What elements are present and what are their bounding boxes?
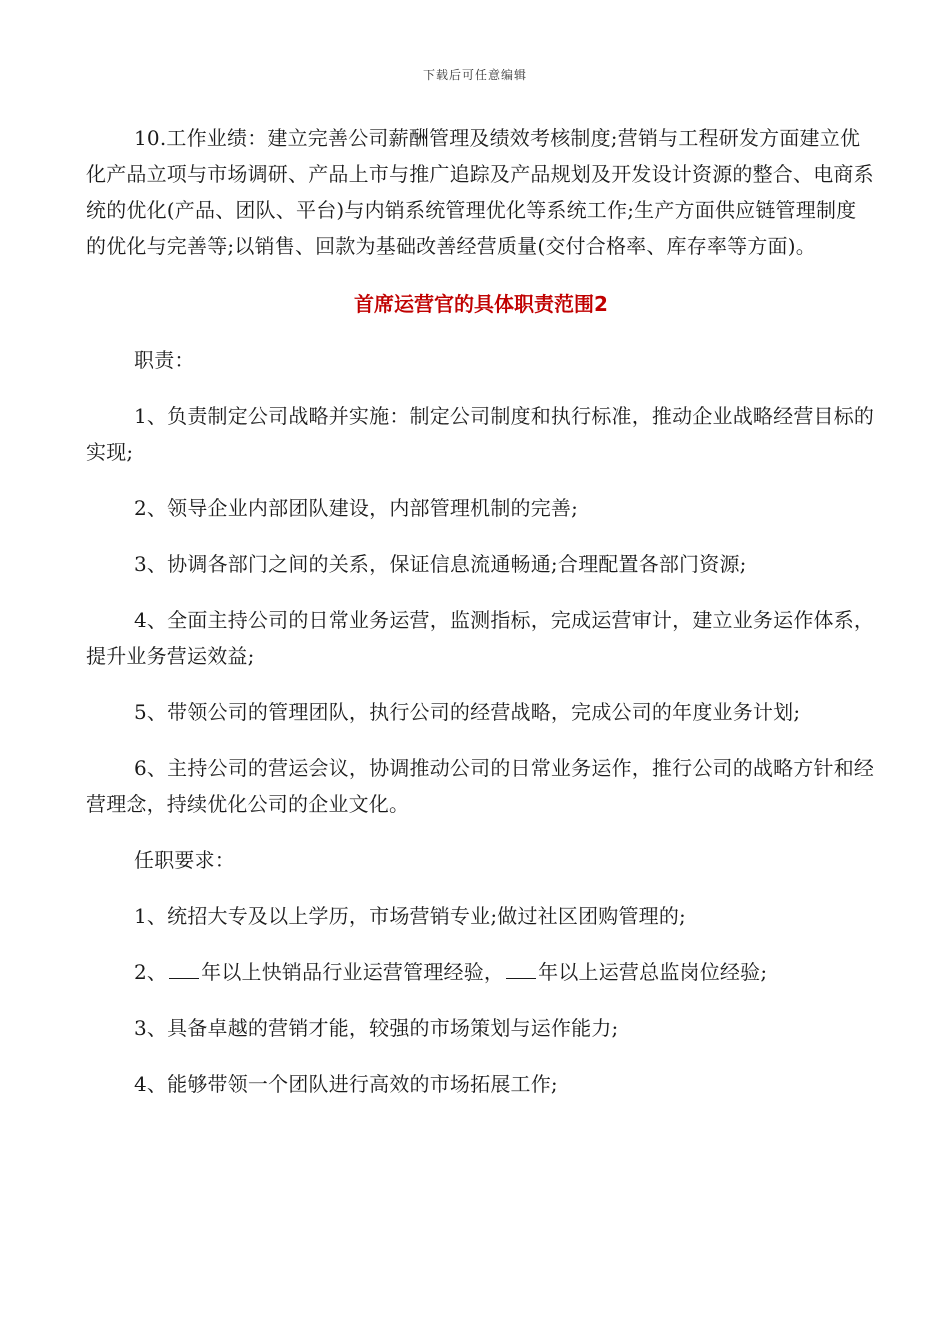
- duties-heading: 职责：: [134, 348, 195, 372]
- intro-paragraph: 10.工作业绩：建立完善公司薪酬管理及绩效考核制度;营销与工程研发方面建立优化产品立项与市场调研、产品上市与推广追踪及产品规划及开发设计资源的整合、电商系统的优化(产品、团队、平台)与内销系统管理优化等系统工作;生产方面供应链管理制度的优化与完善等;以销售、回款为基础改善经营质量(交付合格率、库存率等方面)。: [86, 126, 874, 258]
- duty-item: 1、负责制定公司战略并实施：制定公司制度和执行标准，推动企业战略经营目标的实现;: [86, 404, 875, 464]
- duty-item: 6、主持公司的营运会议，协调推动公司的日常业务运作，推行公司的战略方针和经营理念，持续优化公司的企业文化。: [86, 756, 875, 816]
- section-title: 首席运营官的具体职责范围2: [354, 292, 608, 316]
- duty-item: 3、协调各部门之间的关系，保证信息流通畅通;合理配置各部门资源;: [134, 552, 747, 576]
- requirement-item: 4、能够带领一个团队进行高效的市场拓展工作;: [134, 1072, 558, 1096]
- duty-item: 5、带领公司的管理团队，执行公司的经营战略，完成公司的年度业务计划;: [134, 700, 801, 724]
- requirement-item: 1、统招大专及以上学历，市场营销专业;做过社区团购管理的;: [134, 904, 687, 928]
- page-header: 下载后可任意编辑: [422, 68, 527, 82]
- blank-underline: [169, 960, 199, 979]
- blank-underline: [506, 960, 536, 979]
- requirement-item: 3、具备卓越的营销才能，较强的市场策划与运作能力;: [134, 1016, 619, 1040]
- requirement-text-part: 年以上快销品行业运营管理经验，: [201, 960, 505, 984]
- duty-item: 4、全面主持公司的日常业务运营，监测指标，完成运营审计，建立业务运作体系，提升业务营运效益;: [86, 608, 875, 668]
- requirement-number: 2、: [134, 960, 168, 984]
- requirement-text-part: 年以上运营总监岗位经验;: [538, 960, 768, 984]
- duty-item: 2、领导企业内部团队建设，内部管理机制的完善;: [134, 496, 579, 520]
- requirements-heading: 任职要求：: [134, 848, 235, 872]
- document-body: [86, 120, 876, 1122]
- requirement-item-experience: [86, 954, 876, 990]
